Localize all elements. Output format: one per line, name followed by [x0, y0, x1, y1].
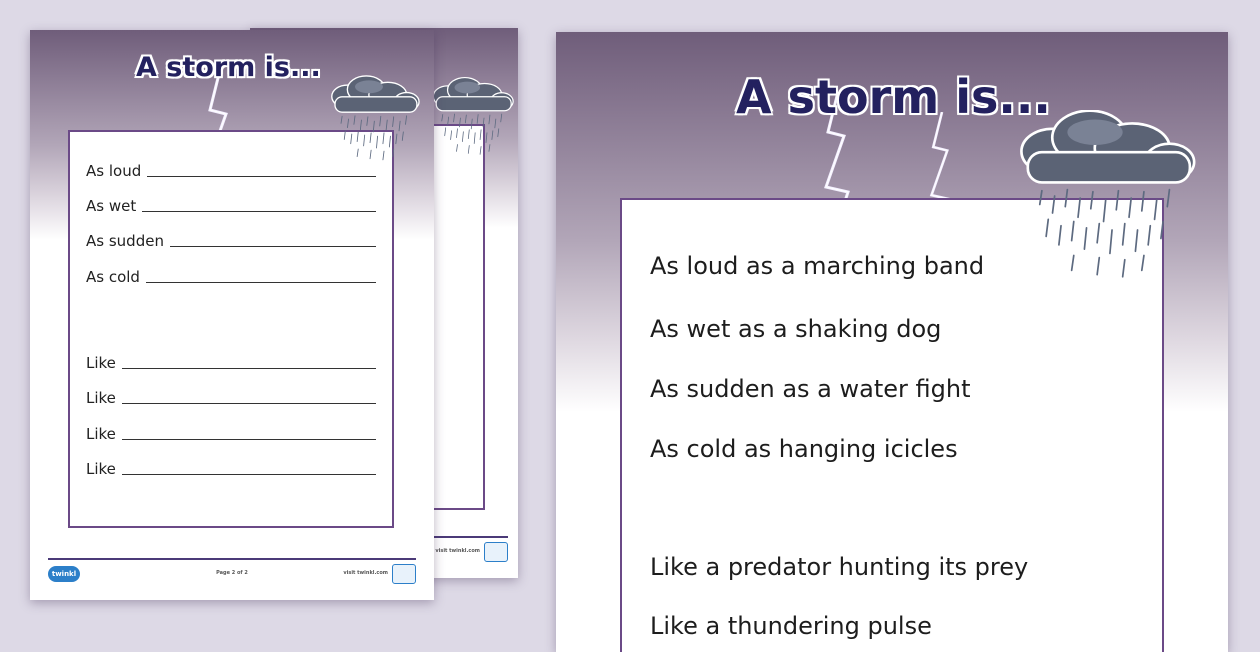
- prompt-line: [86, 389, 376, 407]
- visit-label: visit twinkl.com: [343, 570, 388, 576]
- prompt-label: As wet: [86, 197, 137, 215]
- example-title: A storm is...: [736, 70, 1051, 124]
- worksheet-footer: [48, 558, 416, 586]
- answer-line[interactable]: [122, 368, 376, 369]
- worksheet-title: A storm is...: [136, 52, 321, 83]
- answer-line[interactable]: [147, 176, 376, 177]
- poem-line: Like a predator hunting its prey: [650, 553, 1029, 581]
- prompt-line: [86, 232, 376, 250]
- answer-line[interactable]: [122, 403, 376, 404]
- prompt-line: [86, 197, 376, 215]
- answer-line[interactable]: [142, 211, 376, 212]
- worksheet-frame: [68, 130, 394, 528]
- answer-line[interactable]: [170, 246, 376, 247]
- prompt-label: As loud: [86, 162, 142, 180]
- poem-line: Like a thundering pulse: [650, 612, 932, 640]
- answer-line[interactable]: [146, 282, 376, 283]
- prompt-label: Like: [86, 389, 116, 407]
- poem-line: As sudden as a water fight: [650, 375, 971, 403]
- poem-line: As cold as hanging icicles: [650, 435, 958, 463]
- badge-icon: [392, 564, 416, 584]
- worksheet-page: [30, 30, 434, 600]
- prompt-line: [86, 162, 376, 180]
- answer-line[interactable]: [122, 439, 376, 440]
- page-number: Page 2 of 2: [216, 570, 248, 576]
- prompt-line: [86, 268, 376, 286]
- rain-cloud-icon: [428, 76, 514, 158]
- poem-line: As loud as a marching band: [650, 252, 985, 280]
- visit-label: visit twinkl.com: [435, 548, 480, 554]
- rain-cloud-icon: [326, 74, 420, 164]
- twinkl-logo: twinkl: [48, 566, 80, 582]
- poem-line: As wet as a shaking dog: [650, 315, 942, 343]
- prompt-label: Like: [86, 354, 116, 372]
- prompt-line: [86, 354, 376, 372]
- example-page: [556, 32, 1228, 652]
- prompt-line: [86, 460, 376, 478]
- prompt-label: As sudden: [86, 232, 164, 250]
- badge-icon: [484, 542, 508, 562]
- rain-cloud-icon: [1010, 110, 1196, 282]
- prompt-line: [86, 425, 376, 443]
- prompt-label: Like: [86, 425, 116, 443]
- answer-line[interactable]: [122, 474, 376, 475]
- prompt-label: Like: [86, 460, 116, 478]
- prompt-label: As cold: [86, 268, 140, 286]
